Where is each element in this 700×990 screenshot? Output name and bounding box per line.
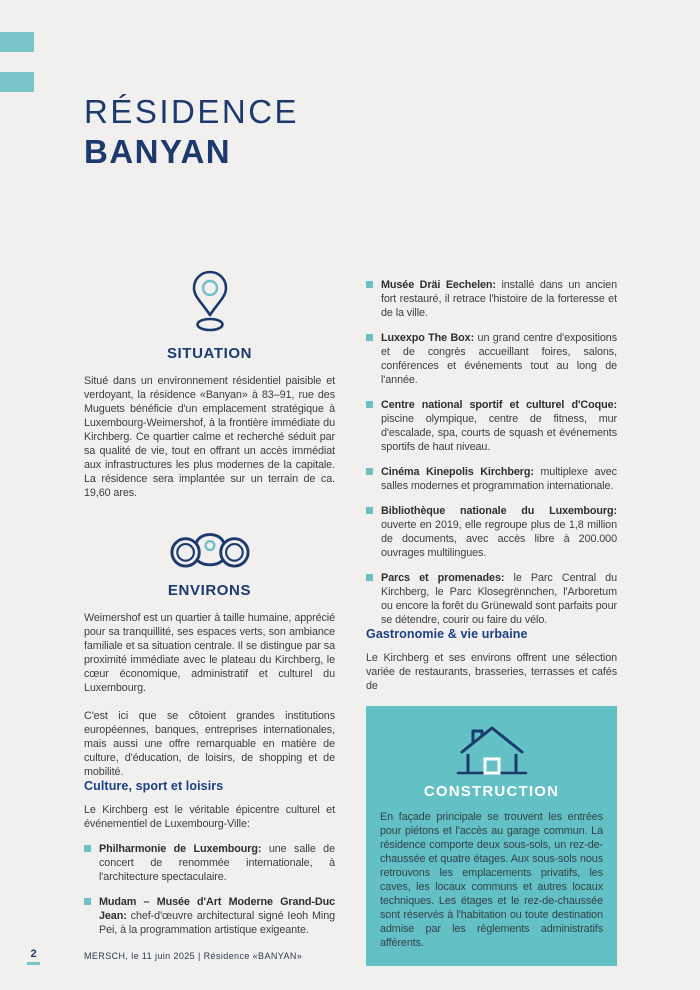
square-bullet-icon — [366, 468, 373, 475]
situation-heading: SITUATION — [166, 345, 253, 362]
square-bullet-icon — [366, 334, 373, 341]
list-item — [366, 465, 617, 493]
list-item — [366, 504, 617, 560]
location-pin-icon — [190, 270, 230, 332]
environs-body-1: Weimershof est un quartier à taille humaine, apprécié pour sa tranquillité, ses espaces verts, son ambiance familiale et sa situation centrale. Il se distingue par sa proximité immédiate avec le plateau du Kirchberg, le cœur économique, administratif et culturel du Luxembourg. — [84, 612, 335, 694]
corner-accent-bar-top — [0, 32, 34, 52]
right-column — [366, 278, 617, 966]
culture-intro: Le Kirchberg est le véritable épicentre culturel et événementiel de Luxembourg-Ville: — [84, 804, 335, 830]
list-item — [366, 398, 617, 454]
bullet-label: Philharmonie de Luxembourg: — [99, 843, 262, 855]
house-icon — [454, 721, 530, 777]
footer-text: MERSCH, le 11 juin 2025 | Résidence «BANYAN» — [84, 951, 303, 961]
construction-heading: CONSTRUCTION — [423, 783, 560, 800]
binoculars-icon — [169, 526, 251, 569]
list-item — [84, 842, 335, 884]
bullet-label: Musée Dräi Eechelen: — [381, 279, 496, 291]
page-number-underline — [27, 962, 40, 965]
construction-body: En façade principale se trouvent les entrées pour piétons et l'accès au garage commun. La résidence comporte deux sous-sols, un rez-de-chaussée et quatre étages. Aux sous-sols nous retrouvons les emplacements privatifs, les caves, les locaux communs et autres locaux techniques. Les étages et le rez-de-chaussée sont réservés à l'habitation ou toute destination admise par les règlements administratifs afférents. — [380, 811, 603, 949]
environs-body-2: C'est ici que se côtoient grandes institutions européennes, banques, entreprises internationales, mais aussi une offre remarquable en matière de culture, d'éducation, de loisirs, de shopping et de mobilité. — [84, 710, 335, 778]
title-line-banyan: BANYAN — [84, 133, 232, 171]
list-item — [366, 331, 617, 387]
bullet-text: ouverte en 2019, elle regroupe plus de 1,8 million de documents, avec accès libre à 200.000 ouvrages multilingues. — [381, 519, 617, 559]
bullet-label: Centre national sportif et culturel d'Coque: — [381, 399, 617, 411]
construction-callout-box — [366, 706, 617, 966]
environs-heading: ENVIRONS — [167, 582, 252, 599]
list-item — [366, 278, 617, 320]
bullet-label: Luxexpo The Box: — [381, 332, 475, 344]
bullet-label: Parcs et promenades: — [381, 572, 505, 584]
bullet-label: Bibliothèque nationale du Luxembourg: — [381, 505, 617, 517]
title-line-residence: RÉSIDENCE — [84, 93, 300, 130]
square-bullet-icon — [366, 574, 373, 581]
situation-body: Situé dans un environnement résidentiel paisible et verdoyant, la résidence «Banyan» à 83–91, rue des Muguets bénéficie d'un emplacement stratégique à Luxembourg-Weimershof, à la frontière immédiate du Kirchberg. Ce quartier calme et recherché séduit par sa qualité de vie, tout en offrant un accès immédiat aux infrastructures les plus modernes de la capitale. La résidence sera implantée sur un terrain de ca. 19,60 ares. — [84, 375, 335, 499]
gastronomie-heading: Gastronomie & vie urbaine — [366, 627, 528, 641]
square-bullet-icon — [366, 507, 373, 514]
list-item — [366, 571, 617, 627]
culture-heading: Culture, sport et loisirs — [84, 779, 224, 793]
page-number — [27, 948, 40, 965]
square-bullet-icon — [84, 845, 91, 852]
bullet-text: multiplexe avec salles modernes et programmation internationale. — [381, 466, 617, 492]
square-bullet-icon — [366, 281, 373, 288]
page-title — [84, 94, 299, 171]
left-column — [84, 270, 335, 937]
bullet-text: le Parc Central du Kirchberg, le Parc Klosegrënnchen, l'Arboretum ou encore la forêt du Grünewald sont parfaits pour se détendre, courir ou faire du vélo. — [381, 572, 617, 626]
bullet-text: installé dans un ancien fort restauré, il retrace l'histoire de la forteresse et de la ville. — [381, 279, 617, 319]
corner-accent-bar-bottom — [0, 72, 34, 92]
bullet-text: chef-d'œuvre architectural signé Ieoh Ming Pei, à la programmation artistique exigeante. — [99, 910, 335, 936]
square-bullet-icon — [84, 898, 91, 905]
gastronomie-body: Le Kirchberg et ses environs offrent une sélection variée de restaurants, brasseries, terrasses et cafés de — [366, 652, 617, 692]
bullet-label: Cinéma Kinepolis Kirchberg: — [381, 466, 534, 478]
page-number-value: 2 — [30, 948, 37, 960]
list-item — [84, 895, 335, 937]
square-bullet-icon — [366, 401, 373, 408]
bullet-text: une salle de concert de renommée internationale, à l'architecture spectaculaire. — [99, 843, 335, 883]
bullet-text: un grand centre d'expositions et de congrès accueillant foires, salons, conférences et événements tout au long de l'année. — [381, 332, 618, 386]
bullet-label: Mudam – Musée d'Art Moderne Grand-Duc Jean: — [99, 896, 335, 922]
bullet-text: piscine olympique, centre de fitness, mur d'escalade, spa, courts de squash et événements sportifs de haut niveau. — [381, 413, 617, 453]
